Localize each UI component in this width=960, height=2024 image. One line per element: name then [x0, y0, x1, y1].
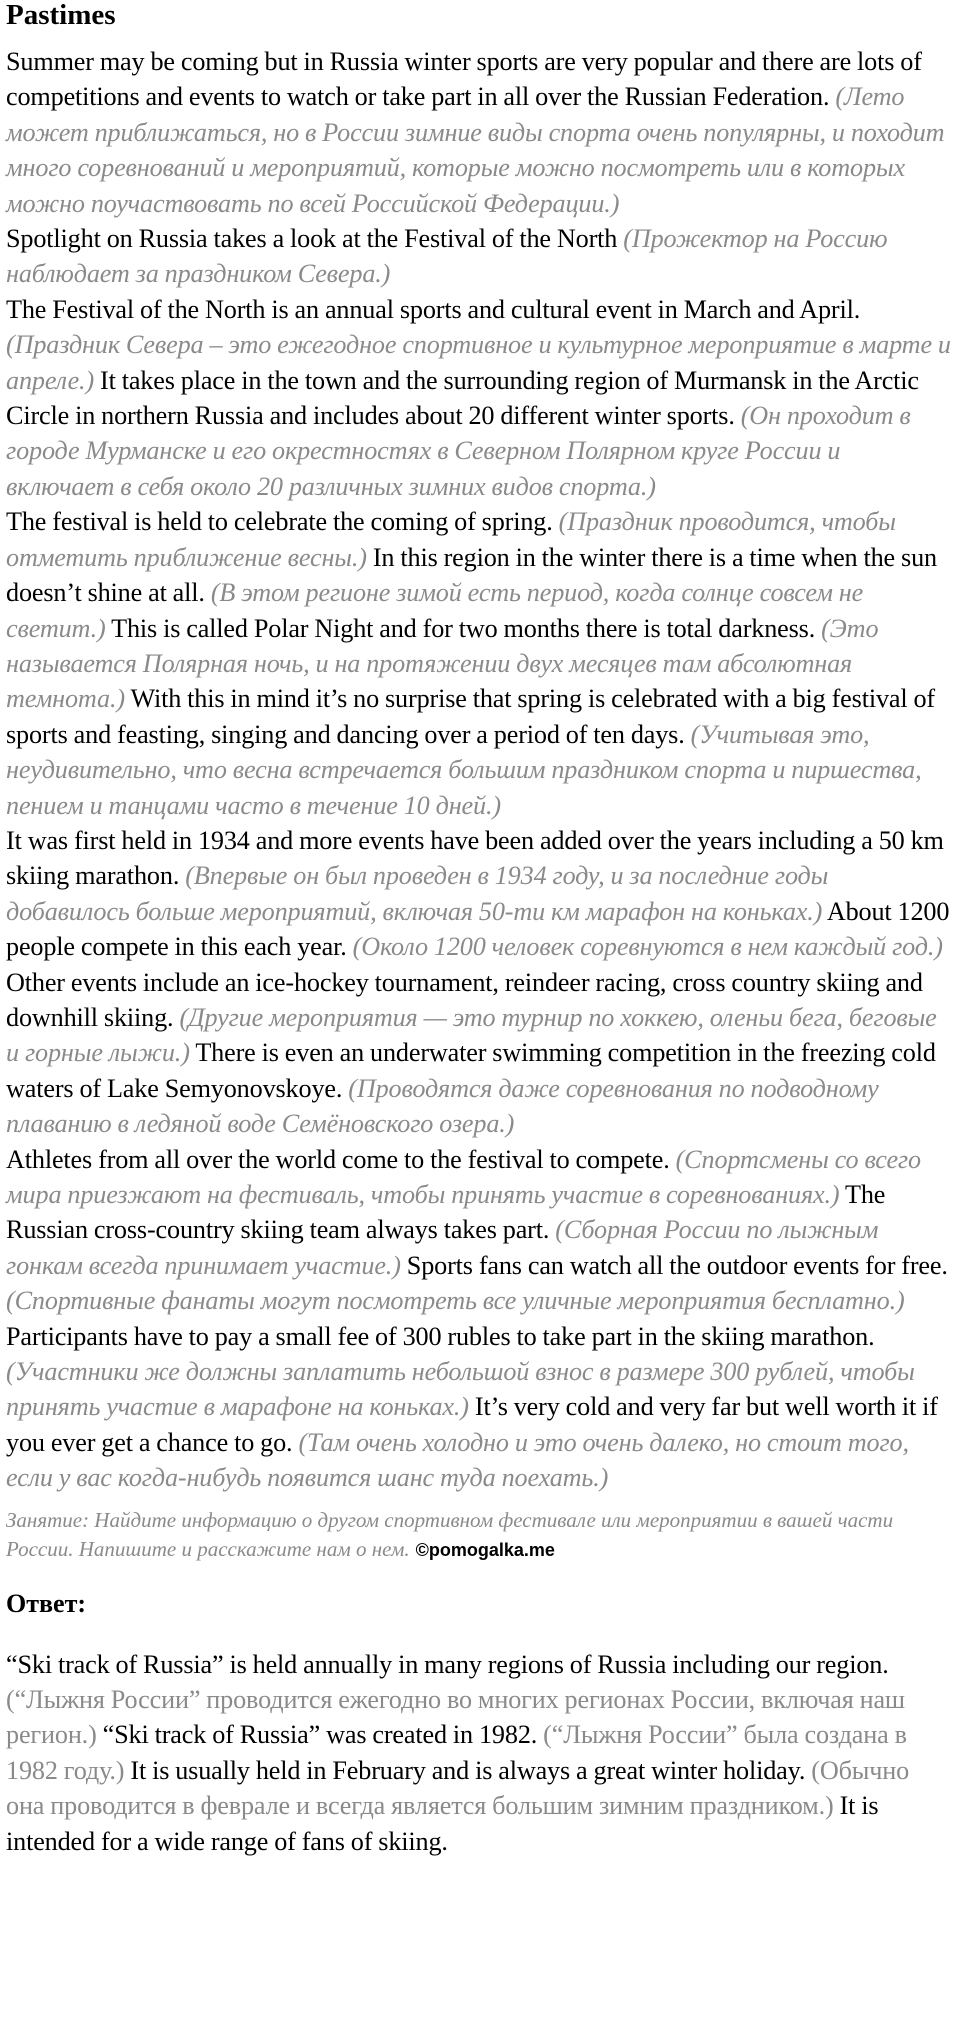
russian-translation: (Проводятся даже соревнования по подводному плаванию в ледяной воде Семёновского озера.): [6, 1073, 879, 1139]
english-text: Sports fans can watch all the outdoor events for free.: [406, 1250, 948, 1280]
russian-translation: (Он проходит в городе Мурманске и его окрестностях в Северном Полярном круге России и включает в себя около 20 различных зимних видов спорта.): [6, 401, 911, 501]
page-title: Pastimes: [6, 0, 116, 31]
russian-translation: (Праздник Севера – это ежегодное спортивное и культурное мероприятие в марте и апреле.): [6, 330, 951, 395]
site-watermark: ©pomogalka.me: [415, 1539, 555, 1560]
english-text: With this in mind it’s no surprise that spring is celebrated with a big festival of sports and feasting, singing and dancing over a period of ten days.: [6, 684, 936, 749]
english-text: Summer may be coming but in Russia winter sports are very popular and there are lots of competitions and events to watch or take part in all over the Russian Federation.: [6, 47, 922, 112]
russian-translation: (Впервые он был проведен в 1934 году, и за последние годы добавилось больше мероприятий, включая 50-ти км марафон на коньках.): [6, 861, 829, 926]
russian-translation: (Лето может приближаться, но в России зимние виды спорта очень популярны, и походит много соревнований и мероприятий, которые можно посмотреть или в которых можно поучаствовать по всей Российской Федерации.): [6, 82, 945, 218]
english-text: Participants have to pay a small fee of 300 rubles to take part in the skiing marathon.: [6, 1321, 875, 1351]
task-text: Занятие: Найдите информацию о другом спортивном фестивале или мероприятии в вашей части России. Напишите и расскажите нам о нем.: [6, 1507, 894, 1561]
english-text: “Ski track of Russia” is held annually in many regions of Russia including our region.: [6, 1649, 889, 1679]
english-text: The Russian cross-country skiing team always takes part.: [6, 1180, 886, 1245]
russian-translation: (Около 1200 человек соревнуются в нем каждый год.): [352, 932, 943, 962]
russian-translation: (“Лыжня России” была создана в 1982 году.): [6, 1720, 907, 1785]
russian-translation: (Спортсмены со всего мира приезжают на фестиваль, чтобы принять участие в соревнованиях.): [6, 1144, 921, 1209]
english-text: It’s very cold and very far but well worth it if you ever get a chance to go.: [6, 1392, 938, 1457]
task-instruction: [6, 1506, 952, 1565]
english-text: Other events include an ice-hockey tournament, reindeer racing, cross country skiing and downhill skiing.: [6, 967, 923, 1032]
russian-translation: (Обычно она проводится в феврале и всегда является большим зимним праздником.): [6, 1755, 910, 1821]
english-text: It takes place in the town and the surrounding region of Murmansk in the Arctic Circle in northern Russia and includes about 20 different winter sports.: [6, 365, 919, 431]
paragraph-history: [6, 823, 952, 1142]
answer-heading: Ответ:: [6, 1588, 87, 1618]
russian-translation: (Там очень холодно и это очень далеко, но стоит того, если у вас когда-нибудь появится шанс туда поехать.): [6, 1427, 909, 1493]
paragraph-spotlight: [6, 221, 952, 292]
paragraph-athletes: [6, 1142, 952, 1496]
paragraph-intro: [6, 44, 952, 221]
russian-translation: (Прожектор на Россию наблюдает за праздником Севера.): [6, 224, 888, 289]
english-text: Spotlight on Russia takes a look at the Festival of the North: [6, 224, 618, 254]
paragraph-polar-night: [6, 504, 952, 823]
english-text: The Festival of the North is an annual sports and cultural event in March and April.: [6, 294, 861, 324]
paragraph-festival-north: [6, 292, 952, 504]
english-text: There is even an underwater swimming competition in the freezing cold waters of Lake Semyonovskoye.: [6, 1038, 936, 1103]
russian-translation: (Участники же должны заплатить небольшой взнос в размере 300 рублей, чтобы принять участие в марафоне на коньках.): [6, 1357, 915, 1422]
russian-translation: (Другие мероприятия — это турнир по хоккею, оленьи бега, беговые и горные лыжи.): [6, 1002, 937, 1068]
english-text: The festival is held to celebrate the coming of spring.: [6, 507, 553, 537]
english-text: About 1200 people compete in this each year.: [6, 896, 950, 962]
english-text: Athletes from all over the world come to the festival to compete.: [6, 1144, 670, 1174]
russian-translation: (Спортивные фанаты могут посмотреть все уличные мероприятия бесплатно.): [6, 1286, 905, 1316]
russian-translation: (Сборная России по лыжным гонкам всегда принимает участие.): [6, 1215, 879, 1280]
english-text: “Ski track of Russia” was created in 1982.: [102, 1720, 538, 1750]
english-text: It is usually held in February and is always a great winter holiday.: [130, 1755, 806, 1785]
english-text: This is called Polar Night and for two months there is total darkness.: [111, 613, 816, 643]
english-text: It is intended for a wide range of fans of skiing.: [6, 1791, 879, 1856]
russian-translation: (Это называется Полярная ночь, и на протяжении двух месяцев там абсолютная темнота.): [6, 613, 879, 714]
russian-translation: (Праздник проводится, чтобы отметить приближение весны.): [6, 507, 896, 572]
english-text: It was first held in 1934 and more events have been added over the years including a 50 km skiing marathon.: [6, 825, 944, 891]
answer-paragraph: [6, 1647, 952, 1859]
russian-translation: (В этом регионе зимой есть период, когда солнце совсем не светит.): [6, 578, 864, 643]
english-text: In this region in the winter there is a time when the sun doesn’t shine at all.: [6, 542, 937, 608]
russian-translation: (Учитывая это, неудивительно, что весна встречается большим праздником спорта и пиршества, пением и танцами часто в течение 10 дней.): [6, 719, 922, 820]
russian-translation: (“Лыжня России” проводится ежегодно во многих регионах России, включая наш регион.): [6, 1685, 905, 1750]
